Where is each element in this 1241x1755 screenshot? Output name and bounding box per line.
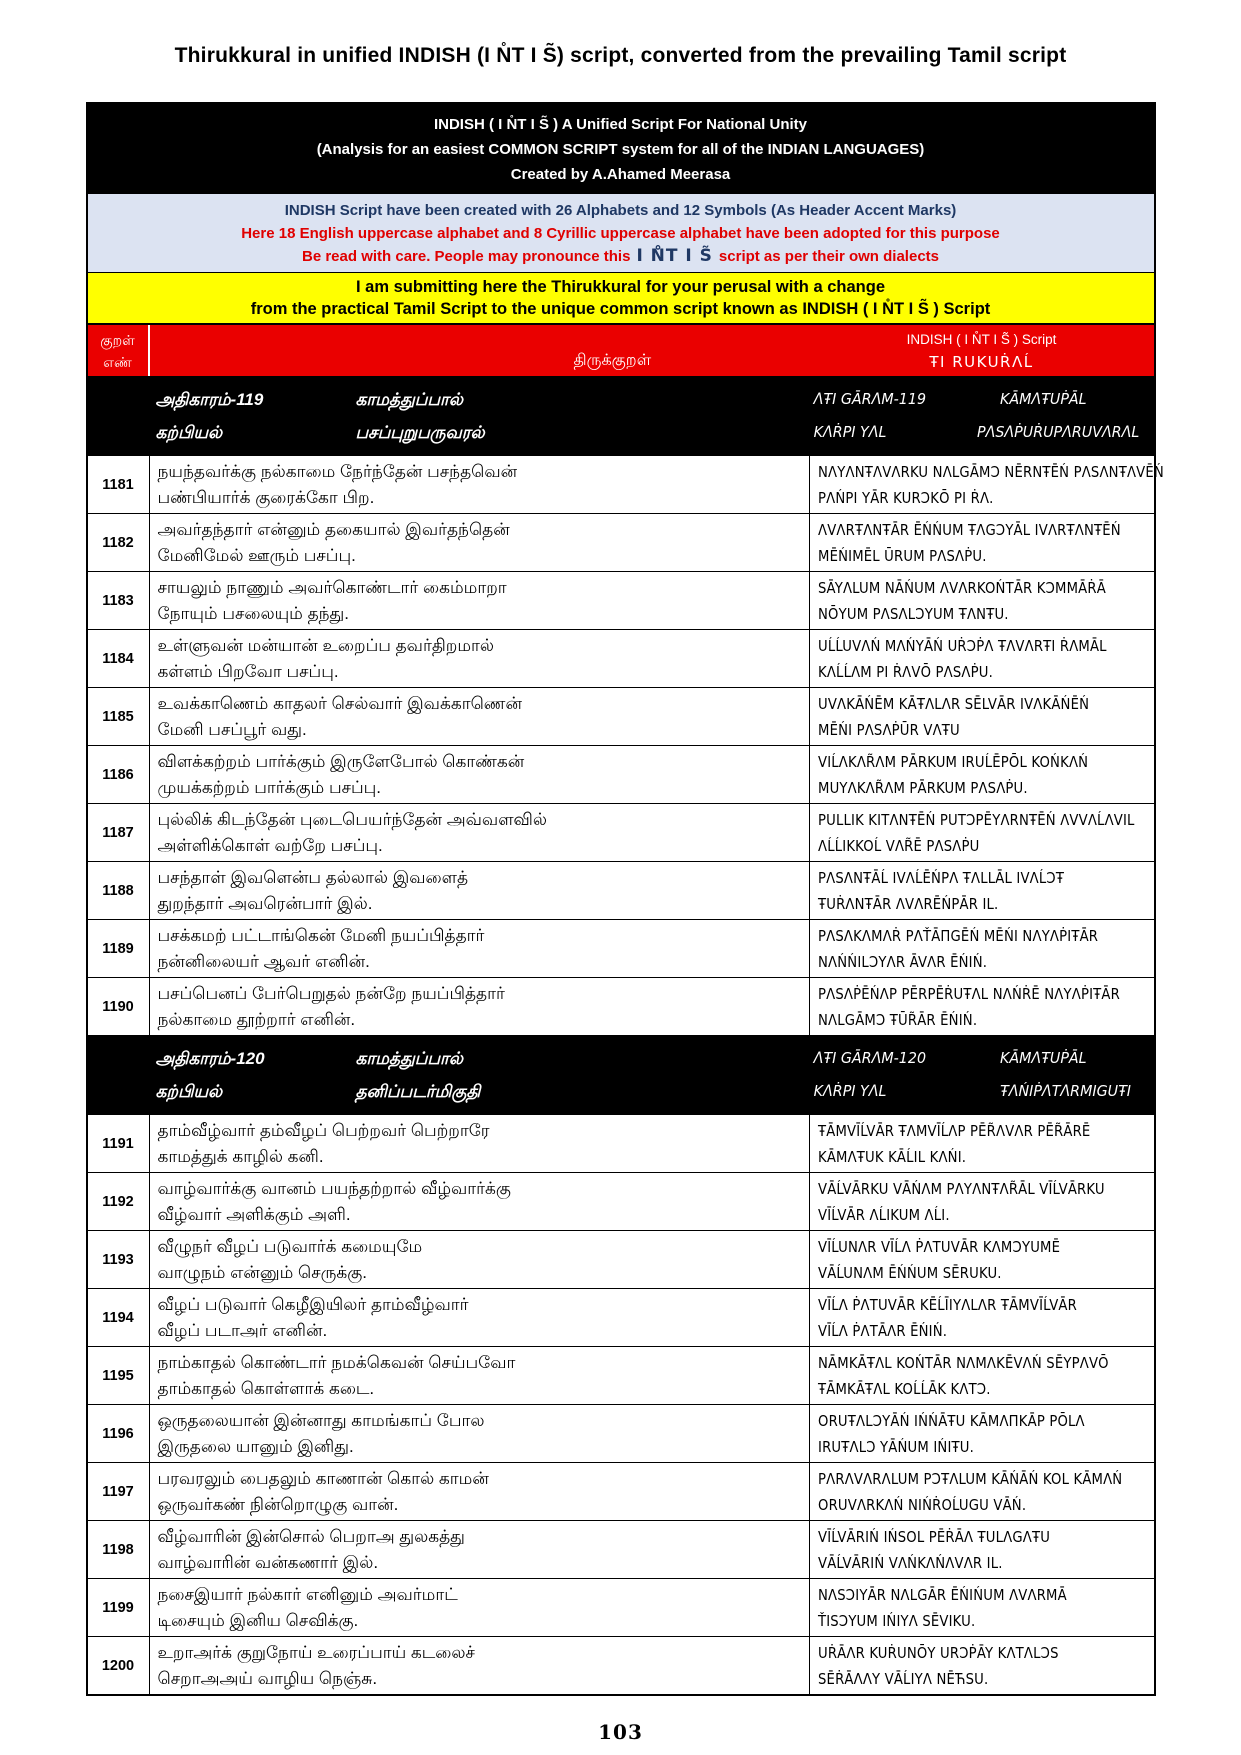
section-iyal-indish: KΛṘPI YΛL	[813, 423, 886, 441]
indish-line-2: NΛLGĀMƆ ŦŪR̃ĀR ĒŃIŃ.	[817, 1011, 977, 1029]
thirukkural-label: திருக்குறள்	[573, 352, 652, 369]
kural-row	[88, 1288, 1154, 1346]
tamil-line-2: நோயும் பசலையும் தந்து.	[157, 604, 350, 623]
indish-line-2: NΛŃŃILƆYΛR ĀVΛR ĒŃIŃ.	[817, 953, 987, 971]
kural-tamil-text	[150, 1289, 810, 1346]
kural-tamil-text	[150, 514, 810, 571]
info-line-red-2-prefix: Be read with care. People may pronounce this	[302, 248, 631, 265]
kural-tamil-text	[150, 804, 810, 861]
tamil-line-2: காமத்துக் காழில் கனி.	[157, 1147, 324, 1166]
kural-tamil-text	[150, 746, 810, 803]
section-header-indish	[810, 383, 1154, 449]
info-line-red-2-suffix: script as per their own dialects	[718, 248, 939, 265]
info-line-red-2	[88, 245, 1154, 268]
section-paal-tamil: காமத்துப்பால்	[355, 1049, 464, 1068]
banner-line-2: (Analysis for an easiest COMMON SCRIPT system for all of the INDIAN LANGUAGES)	[316, 141, 925, 158]
kural-number: 1191	[88, 1115, 150, 1172]
kural-number: 1195	[88, 1347, 150, 1404]
kural-tamil-text	[150, 1347, 810, 1404]
indish-line-2: ŦUṘΛNŦĀR ΛVΛRĒŃPĀR IL.	[817, 895, 998, 913]
tamil-line-1: உறாஅர்க் குறுநோய் உரைப்பாய் கடலைச்	[157, 1643, 475, 1662]
kural-number: 1188	[88, 862, 150, 919]
kural-row	[88, 1578, 1154, 1636]
tamil-line-2: நன்னிலையர் ஆவர் எனின்.	[157, 952, 370, 971]
table-header-row	[88, 323, 1154, 376]
kural-number: 1198	[88, 1521, 150, 1578]
kural-tamil-text	[150, 1579, 810, 1636]
tamil-line-1: அவர்தந்தார் என்னும் தகையால் இவர்தந்தென்	[157, 520, 510, 539]
kural-indish-text	[810, 920, 1154, 977]
tamil-line-1: விளக்கற்றம் பார்க்கும் இருளேபோல் கொண்கன்	[157, 752, 525, 771]
indish-line-2: IRUŦΛLƆ YĀŃUM IŃIŦU.	[817, 1438, 974, 1456]
indish-line-1: PΛRΛVΛRΛLUM PƆŦΛLUM KĀŃĀŃ KOL KĀMΛŃ	[817, 1470, 1122, 1488]
kural-indish-text	[810, 1347, 1154, 1404]
indish-line-1: VIĹΛKΛR̃ΛM PĀRKUM IRUĹĒPŌL KOŃKΛŃ	[817, 753, 1088, 771]
indish-script-label: INDISH ( I N̊T I S̃ ) Script	[906, 332, 1057, 347]
kural-row	[88, 977, 1154, 1035]
indish-line-1: NĀMKĀŦΛL KOŃTĀR NΛMΛKĒVΛŃ SĒYPΛVŌ	[817, 1354, 1109, 1372]
kural-number: 1197	[88, 1463, 150, 1520]
page-number: 103	[598, 1720, 643, 1744]
submission-note	[88, 272, 1154, 323]
kural-row	[88, 1346, 1154, 1404]
kural-tamil-text	[150, 1115, 810, 1172]
kural-tamil-text	[150, 978, 810, 1035]
chapter-title-indish: ŦΛŃIṖΛTΛRMIGUŦI	[999, 1082, 1131, 1100]
kural-row	[88, 745, 1154, 803]
kural-tamil-text	[150, 1231, 810, 1288]
tamil-line-1: நசைஇயார் நல்கார் எனினும் அவர்மாட்	[157, 1585, 458, 1604]
kural-number: 1193	[88, 1231, 150, 1288]
tamil-line-1: பரவரலும் பைதலும் காணான் கொல் காமன்	[157, 1469, 489, 1488]
tamil-line-2: பண்பியார்க் குரைக்கோ பிற.	[157, 488, 375, 507]
tamil-line-2: முயக்கற்றம் பார்க்கும் பசப்பு.	[157, 778, 382, 797]
kural-label: குறள்	[100, 332, 135, 348]
tamil-line-2: வீழப் படாஅர் எனின்.	[157, 1321, 328, 1340]
indish-line-2: VĪĹΛ ṖΛTĀΛR ĒŃIŃ.	[817, 1322, 947, 1340]
kural-number: 1183	[88, 572, 150, 629]
section-header-tamil	[150, 1042, 810, 1108]
kural-tamil-text	[150, 1521, 810, 1578]
indish-line-1: SĀYΛLUM NĀŃUM ΛVΛRKOŃTĀR KƆMMĀṘĀ	[817, 579, 1106, 597]
tamil-line-2: நல்காமை தூற்றார் எனின்.	[157, 1010, 356, 1029]
indish-line-2: ΛĹĹIKKOĹ VΛR̃Ē PΛSΛṖU	[817, 837, 979, 855]
indish-line-2: KΛĹĹΛM PI ṘΛVŌ PΛSΛṖU.	[817, 663, 993, 681]
kural-tamil-text	[150, 1405, 810, 1462]
indish-column-header	[810, 325, 1154, 376]
kural-indish-text	[810, 572, 1154, 629]
kural-number: 1200	[88, 1637, 150, 1694]
kural-number: 1185	[88, 688, 150, 745]
kural-tamil-text	[150, 630, 810, 687]
tamil-line-1: உள்ளுவன் மன்யான் உறைப்ப தவர்திறமால்	[157, 636, 495, 655]
kural-indish-text	[810, 456, 1164, 513]
indish-line-1: PΛSΛKΛMΛṘ PΛŤĀΠGĒŃ MĒŃI NΛYΛṖIŦĀR	[817, 927, 1098, 945]
kural-tamil-text	[150, 456, 810, 513]
kural-tamil-text	[150, 1637, 810, 1694]
kural-row	[88, 1230, 1154, 1288]
kural-indish-text	[810, 1521, 1154, 1578]
section-header-row	[88, 376, 1154, 455]
tirukural-indish-label: ŦI RUKUṘΛĹ	[929, 353, 1034, 371]
kural-indish-text	[810, 514, 1154, 571]
indish-line-1: ŦĀMVĪĹVĀR ŦΛMVĪĹΛP PĒR̃ΛVΛR PĒR̃ĀRĒ	[817, 1122, 1090, 1140]
indish-line-1: VĪĹΛ ṖΛTUVĀR KĒĹĪIYΛLΛR ŦĀMVĪĹVĀR	[817, 1296, 1077, 1314]
tamil-line-1: சாயலும் நாணும் அவர்கொண்டார் கைம்மாறா	[157, 578, 507, 597]
chapter-title-tamil: தனிப்படர்மிகுதி	[355, 1082, 481, 1101]
tamil-line-1: வாழ்வார்க்கு வானம் பயந்தற்றால் வீழ்வார்க்கு	[157, 1179, 511, 1198]
kural-row	[88, 803, 1154, 861]
tamil-line-1: வீழுநர் வீழப் படுவார்க் கமையுமே	[157, 1237, 423, 1256]
tamil-line-2: வாழுநம் என்னும் செருக்கு.	[157, 1263, 368, 1282]
tamil-line-1: வீழ்வாரின் இன்சொல் பெறாஅ துலகத்து	[157, 1527, 465, 1546]
kural-indish-text	[810, 1289, 1154, 1346]
kural-indish-text	[810, 1115, 1154, 1172]
kural-indish-text	[810, 1637, 1154, 1694]
adhikaram-number-indish: ΛŦI GĀRΛM-119	[813, 390, 926, 408]
kural-row	[88, 513, 1154, 571]
tamil-line-2: இருதலை யானும் இனிது.	[157, 1437, 354, 1456]
tamil-line-2: செறாஅஅய் வாழிய நெஞ்சு.	[157, 1669, 378, 1688]
kural-indish-text	[810, 746, 1154, 803]
section-header-spacer	[88, 1042, 150, 1108]
indish-line-2: MUYΛKΛR̃ΛM PĀRKUM PΛSΛṖU.	[817, 779, 1028, 797]
tamil-column-header	[150, 325, 810, 376]
banner-line-1: INDISH ( I N̊T I S̃ ) A Unified Script For National Unity	[433, 116, 808, 133]
kural-tamil-text	[150, 920, 810, 977]
banner-header	[88, 104, 1154, 194]
kural-row	[88, 571, 1154, 629]
section-header-row	[88, 1035, 1154, 1114]
indish-line-1: PΛSΛNŦĀĹ IVΛĹĒŃPΛ ŦΛLLĀL IVΛĹƆŦ	[817, 869, 1064, 887]
indish-line-2: ŦĀMKĀŦΛL KOĹĹĀK KΛTƆ.	[817, 1380, 991, 1398]
kural-row	[88, 629, 1154, 687]
indish-line-2: MĒŃI PΛSΛṖŪR VΛŦU	[817, 721, 960, 739]
kural-row	[88, 919, 1154, 977]
note-line-2: from the practical Tamil Script to the unique common script known as INDISH ( I N̊T I S̃ ) Script	[250, 300, 991, 318]
kural-indish-text	[810, 804, 1154, 861]
kural-tamil-text	[150, 572, 810, 629]
tamil-line-1: பசப்பெனப் பேர்பெறுதல் நன்றே நயப்பித்தார்	[157, 984, 505, 1003]
indish-line-2: ORUVΛRKΛŃ NIŃṘOĹUGU VĀŃ.	[817, 1496, 1026, 1514]
tamil-line-2: வீழ்வார் அளிக்கும் அளி.	[157, 1205, 351, 1224]
indish-line-1: UVΛKĀŃĒM KĀŦΛLΛR SĒLVĀR IVΛKĀŃĒŃ	[817, 695, 1089, 713]
indish-line-2: VĪĹVĀR ΛĹIKUM ΛĹI.	[817, 1206, 950, 1224]
kural-indish-text	[810, 1231, 1154, 1288]
tamil-line-2: மேனி பசப்பூர் வது.	[157, 720, 307, 739]
kural-row	[88, 1462, 1154, 1520]
kural-number: 1189	[88, 920, 150, 977]
kural-row	[88, 1172, 1154, 1230]
indish-line-2: NŌYUM PΛSΛLƆYUM ŦΛNŦU.	[817, 605, 1009, 623]
indish-line-2: PΛŃPI YĀR KURƆKŌ PI ṘΛ.	[817, 489, 994, 507]
indish-line-1: UṘĀΛR KUṘUNŌY URƆṖĀY KΛTΛLƆS	[817, 1644, 1059, 1662]
kural-number: 1194	[88, 1289, 150, 1346]
kural-row	[88, 861, 1154, 919]
kural-row	[88, 455, 1164, 513]
indish-line-1: PULLIK KITΛNŦĒŃ PUTƆPĒYΛRNŦĒŃ ΛVVΛĹΛVIL	[817, 811, 1135, 829]
chapter-title-indish: PΛSΛṖUṘUPΛRUVΛRΛL	[977, 423, 1140, 441]
indish-line-1: NΛSƆIYĀR NΛLGĀR ĒŃIŃUM ΛVΛRMĀ	[817, 1586, 1067, 1604]
kural-indish-text	[810, 688, 1154, 745]
section-iyal-tamil: கற்பியல்	[155, 423, 223, 442]
indish-line-1: VĀĹVĀRKU VĀŃΛM PΛYΛNŦΛR̃ĀL VĪĹVĀRKU	[817, 1180, 1105, 1198]
info-line-red-1: Here 18 English uppercase alphabet and 8 Cyrillic uppercase alphabet have been adopted for this purpose	[241, 225, 1000, 242]
tamil-line-1: புல்லிக் கிடந்தேன் புடைபெயர்ந்தேன் அவ்வளவில்	[157, 810, 547, 829]
kural-indish-text	[810, 1579, 1154, 1636]
note-line-1: I am submitting here the Thirukkural for your perusal with a change	[355, 278, 885, 296]
kural-number: 1199	[88, 1579, 150, 1636]
indish-line-1: ORUŦΛLƆYĀŃ IŃŃĀŦU KĀMΛΠKĀP PŌLΛ	[817, 1412, 1085, 1430]
kural-number: 1186	[88, 746, 150, 803]
kural-indish-text	[810, 978, 1154, 1035]
section-header-spacer	[88, 383, 150, 449]
tamil-line-1: நாம்காதல் கொண்டார் நமக்கெவன் செய்பவோ	[157, 1353, 516, 1372]
kural-number: 1181	[88, 456, 150, 513]
kural-tamil-text	[150, 1463, 810, 1520]
indish-line-2: MĒŃIMĒL ŪRUM PΛSΛṖU.	[817, 547, 987, 565]
kural-number: 1196	[88, 1405, 150, 1462]
adhikaram-number-tamil: அதிகாரம்-120	[155, 1049, 265, 1068]
tamil-line-1: பசந்தாள் இவளென்ப தல்லால் இவளைத்	[157, 868, 469, 887]
indish-line-1: VĪĹVĀRIŃ IŃSOL PĒṘĀΛ ŦULΛGΛŦU	[817, 1528, 1050, 1546]
indish-line-2: ŤISƆYUM IŃIYΛ SĒVIKU.	[817, 1612, 975, 1630]
indish-line-1: ΛVΛRŦΛNŦĀR ĒŃŃUM ŦΛGƆYĀL IVΛRŦΛNŦĒŃ	[817, 521, 1121, 539]
kural-table-body	[88, 376, 1164, 1694]
indish-line-2: VĀĹVĀRIŃ VΛŃKΛŃΛVΛR IL.	[817, 1554, 1003, 1572]
indish-line-1: UĹĹUVΛŃ MΛŃYĀŃ UṘƆṖΛ ŦΛVΛRŦI ṘΛMĀL	[817, 637, 1107, 655]
tamil-line-2: டிசையும் இனிய செவிக்கு.	[157, 1611, 359, 1630]
tamil-line-1: நயந்தவர்க்கு நல்காமை நேர்ந்தேன் பசந்தவென்	[157, 462, 518, 481]
tamil-line-1: உவக்காணெம் காதலர் செல்வார் இவக்காணென்	[157, 694, 522, 713]
kural-tamil-text	[150, 1173, 810, 1230]
section-iyal-indish: KΛṘPI YΛL	[813, 1082, 886, 1100]
indish-line-1: VĪĹUNΛR VĪĹΛ ṖΛTUVĀR KΛMƆYUMĒ	[817, 1238, 1060, 1256]
tamil-line-1: பசக்கமற் பட்டாங்கென் மேனி நயப்பித்தார்	[157, 926, 485, 945]
indish-line-1: PΛSΛṖĒŃΛP PĒRPĒṘUŦΛL NΛŃṘĒ NΛYΛṖIŦĀR	[817, 985, 1120, 1003]
tamil-line-1: தாம்வீழ்வார் தம்வீழப் பெற்றவர் பெற்றாரே	[157, 1121, 490, 1140]
info-strip	[88, 194, 1154, 272]
tamil-line-2: தாம்காதல் கொள்ளாக் கடை.	[157, 1379, 375, 1398]
tamil-line-2: ஒருவர்கண் நின்றொழுகு வான்.	[157, 1495, 399, 1514]
en-label: எண்	[103, 354, 132, 370]
kural-indish-text	[810, 1173, 1154, 1230]
adhikaram-number-indish: ΛŦI GĀRΛM-120	[813, 1049, 926, 1067]
tamil-line-2: கள்ளம் பிறவோ பசப்பு.	[157, 662, 339, 681]
adhikaram-number-tamil: அதிகாரம்-119	[155, 390, 264, 409]
kural-indish-text	[810, 1463, 1154, 1520]
tamil-line-2: வாழ்வாரின் வன்கணார் இல்.	[157, 1553, 379, 1572]
section-header-indish	[810, 1042, 1154, 1108]
kural-row	[88, 1404, 1154, 1462]
kural-tamil-text	[150, 688, 810, 745]
info-line-blue: INDISH Script have been created with 26 Alphabets and 12 Symbols (As Header Accent Marks)	[284, 202, 957, 219]
kural-number: 1187	[88, 804, 150, 861]
section-paal-indish: KĀMΛŦUṖĀL	[999, 390, 1087, 408]
kural-number: 1182	[88, 514, 150, 571]
kural-row	[88, 1114, 1154, 1172]
intis-script-label: I N̊T I S̃	[636, 246, 713, 266]
indish-line-1: NΛYΛNŦΛVΛRKU NΛLGĀMƆ NĒRNŦĒŃ PΛSΛNŦΛVĒŃ	[817, 463, 1164, 481]
tamil-line-1: வீழப் படுவார் கெழீஇயிலர் தாம்வீழ்வார்	[157, 1295, 469, 1314]
indish-line-2: SĒṘĀΛΛY VĀĹIYΛ NĒЋSU.	[817, 1670, 988, 1688]
indish-line-2: KĀMΛŦUK KĀĹIL KΛŃI.	[817, 1148, 966, 1166]
kural-number: 1184	[88, 630, 150, 687]
kural-tamil-text	[150, 862, 810, 919]
chapter-title-tamil: பசப்புறுபருவரல்	[355, 423, 485, 442]
kural-number: 1192	[88, 1173, 150, 1230]
indish-line-2: VĀĹUNΛM ĒŃŃUM SĒRUKU.	[817, 1264, 1002, 1282]
tamil-line-2: துறந்தார் அவரென்பார் இல்.	[157, 894, 373, 913]
banner-line-3: Created by A.Ahamed Meerasa	[510, 166, 731, 183]
kural-indish-text	[810, 630, 1154, 687]
tamil-line-2: மேனிமேல் ஊரும் பசப்பு.	[157, 546, 356, 565]
kural-row	[88, 1636, 1154, 1694]
kural-indish-text	[810, 1405, 1154, 1462]
section-paal-tamil: காமத்துப்பால்	[355, 390, 464, 409]
kural-number: 1190	[88, 978, 150, 1035]
kural-number-column-header	[88, 325, 150, 376]
kural-indish-text	[810, 862, 1154, 919]
kural-row	[88, 687, 1154, 745]
kural-document-table	[86, 102, 1164, 1696]
kural-row	[88, 1520, 1154, 1578]
section-paal-indish: KĀMΛŦUṖĀL	[999, 1049, 1087, 1067]
section-iyal-tamil: கற்பியல்	[155, 1082, 223, 1101]
tamil-line-2: அள்ளிக்கொள் வற்றே பசப்பு.	[157, 836, 383, 855]
tamil-line-1: ஒருதலையான் இன்னாது காமங்காப் போல	[157, 1411, 485, 1430]
page-title: Thirukkural in unified INDISH (I N̊T I S̃) script, converted from the prevailing Tamil script	[174, 44, 1067, 67]
section-header-tamil	[150, 383, 810, 449]
